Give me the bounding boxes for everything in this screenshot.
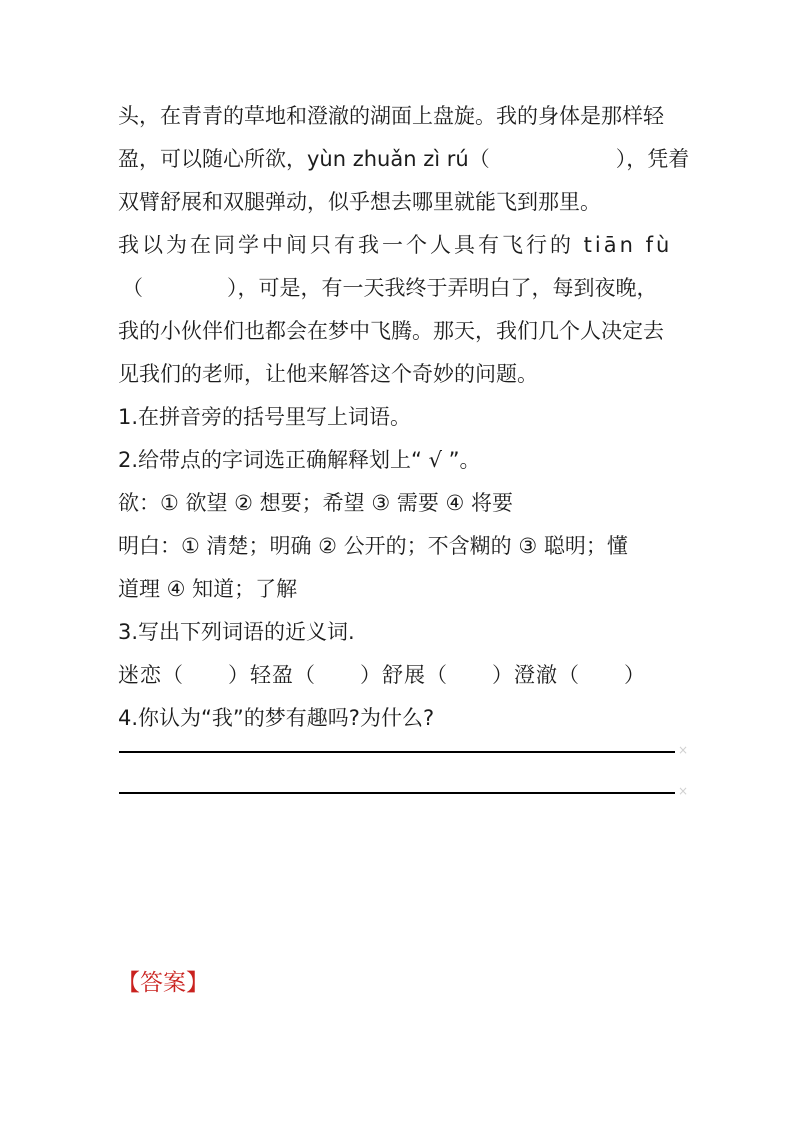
worksheet-body <box>118 95 690 740</box>
divider-line-top <box>119 743 688 757</box>
body-line-9: 2.给带点的字词选正确解释划上“ √ ”。 <box>118 448 481 472</box>
body-line-4: 我以为在同学中间只有我一个人具有飞行的 tiān fù <box>118 233 673 257</box>
body-line-13: 3.写出下列词语的近义词. <box>118 620 355 644</box>
divider-line-bottom <box>119 784 688 798</box>
body-line-11: 明白：① 清楚；明确 ② 公开的；不含糊的 ③ 聪明；懂 <box>118 534 628 558</box>
body-line-15: 4.你认为“我”的梦有趣吗?为什么? <box>118 706 435 730</box>
body-line-1: 头，在青青的草地和澄澈的湖面上盘旋。我的身体是那样轻 <box>118 104 664 128</box>
body-line-14: 迷恋（ ）轻盈（ ）舒展（ ）澄澈（ ） <box>118 663 646 687</box>
body-line-10: 欲：① 欲望 ② 想要；希望 ③ 需要 ④ 将要 <box>118 491 514 515</box>
body-line-6: 我的小伙伴们也都会在梦中飞腾。那天，我们几个人决定去 <box>118 319 664 343</box>
body-line-5: （ ），可是，有一天我终于弄明白了，每到夜晚， <box>122 276 658 300</box>
body-line-12: 道理 ④ 知道；了解 <box>118 577 298 601</box>
body-line-2: 盈，可以随心所欲，yùn zhuǎn zì rú（ ），凭着 <box>118 147 690 171</box>
body-line-7: 见我们的老师，让他来解答这个奇妙的问题。 <box>118 362 538 386</box>
body-line-3: 双臂舒展和双腿弹动，似乎想去哪里就能飞到那里。 <box>118 190 601 214</box>
answer-heading: 【答案】 <box>117 970 209 996</box>
body-line-8: 1.在拼音旁的括号里写上词语。 <box>118 405 412 429</box>
line-end-mark-icon: × <box>677 784 688 798</box>
line-end-mark-icon: × <box>677 743 688 757</box>
